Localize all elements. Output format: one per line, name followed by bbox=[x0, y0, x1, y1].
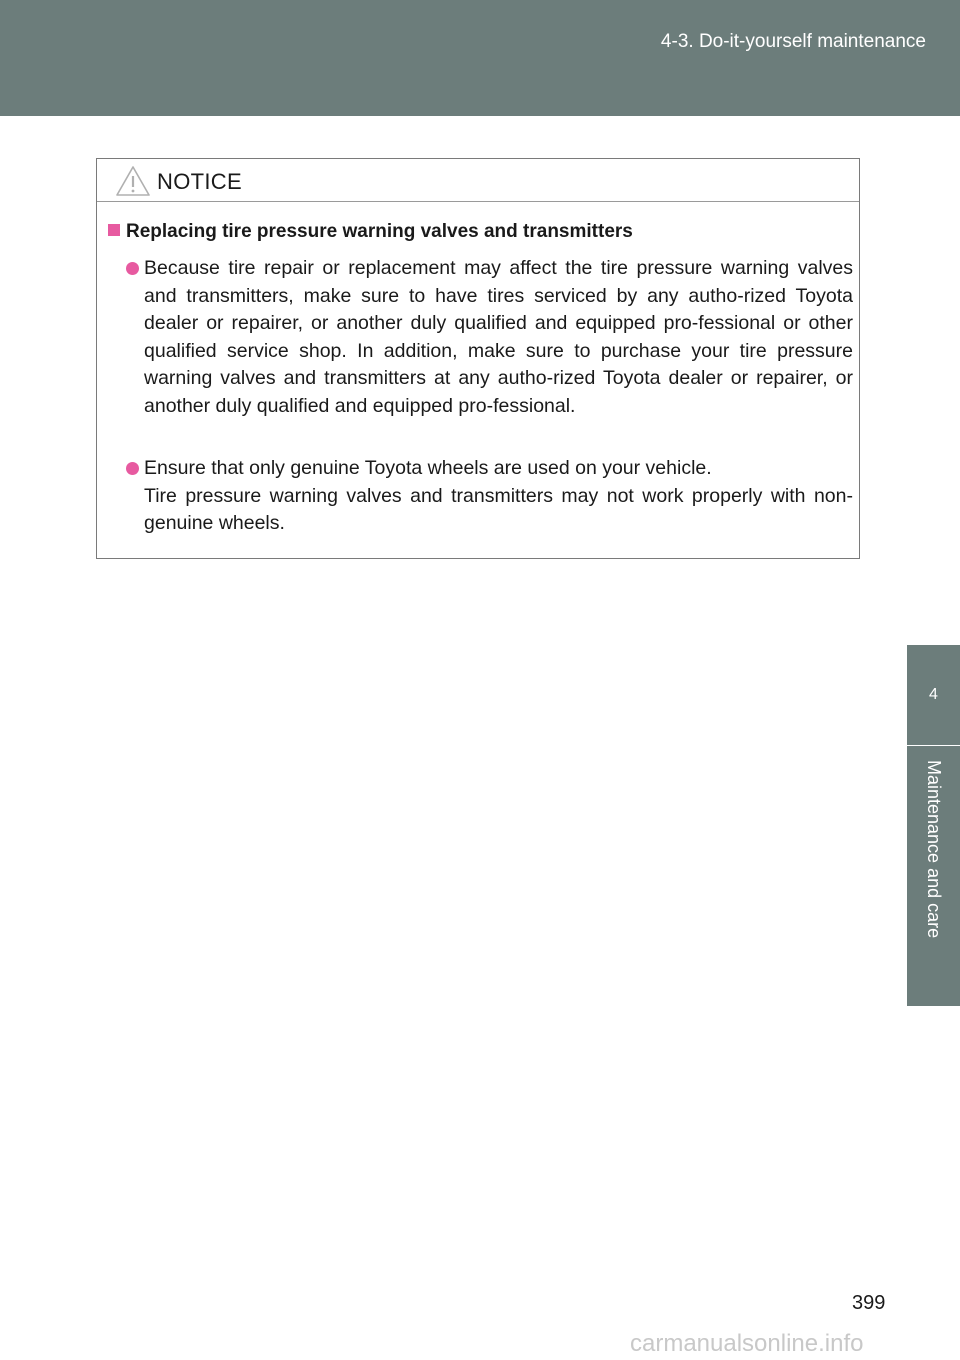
notice-bullet-1 bbox=[144, 255, 853, 420]
notice-header bbox=[97, 159, 859, 202]
square-bullet-icon bbox=[108, 224, 120, 236]
round-bullet-icon bbox=[126, 262, 139, 275]
notice-box bbox=[96, 158, 860, 559]
chapter-tab-label-text: Maintenance and care bbox=[924, 760, 944, 939]
notice-bullet-2 bbox=[144, 455, 853, 538]
header-band bbox=[0, 0, 960, 116]
chapter-tab-number: 4 bbox=[907, 645, 960, 745]
page-number: 399 bbox=[852, 1292, 886, 1314]
header-section-title: 4-3. Do-it-yourself maintenance bbox=[660, 31, 926, 52]
notice-title: NOTICE bbox=[157, 169, 242, 194]
notice-bullet-1-text: Because tire repair or replacement may affect the tire pressure warning valves and transmitters, make sure to have tires serviced by any autho-rized Toyota dealer or repairer, or another duly qualified and equipped pro-fessional or other qualified service shop. In addition, make sure to purchase your tire pressure warning valves and transmitters at any autho-rized Toyota dealer or repairer, or another duly qualified and equipped pro-fessional. bbox=[144, 257, 853, 417]
notice-section-title-text: Replacing tire pressure warning valves and transmitters bbox=[126, 221, 633, 242]
warning-triangle-icon bbox=[115, 165, 151, 197]
round-bullet-icon bbox=[126, 462, 139, 475]
chapter-tab-label bbox=[907, 746, 960, 1006]
watermark: carmanualsonline.info bbox=[630, 1330, 864, 1357]
notice-bullet-2-text-continued: Tire pressure warning valves and transmitters may not work properly with non-genuine wheels. bbox=[144, 484, 853, 534]
notice-bullet-2-text: Ensure that only genuine Toyota wheels are used on your vehicle. bbox=[144, 457, 712, 479]
notice-section-title bbox=[108, 221, 633, 243]
